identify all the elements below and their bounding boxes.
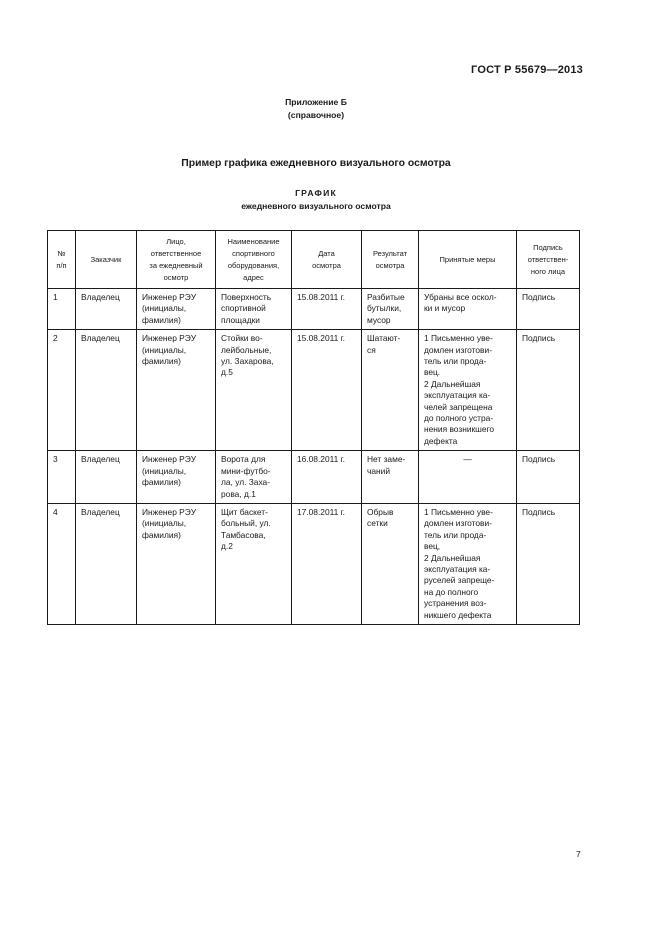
cell-responsible: Инженер РЭУ (инициалы, фамилия) xyxy=(137,503,216,624)
cell-number: 2 xyxy=(48,330,76,451)
cell-number: 1 xyxy=(48,289,76,330)
cell-number: 4 xyxy=(48,503,76,624)
cell-date: 16.08.2011 г. xyxy=(292,451,362,504)
cell-equipment: Щит баскет- больный, ул. Тамбасова, д.2 xyxy=(216,503,292,624)
cell-signature: Подпись xyxy=(517,503,580,624)
cell-date: 17.08.2011 г. xyxy=(292,503,362,624)
schedule-title-main: ГРАФИК xyxy=(295,188,337,198)
table-row xyxy=(48,330,580,451)
cell-equipment: Ворота для мини-футбо- ла, ул. Заха- рова, д.1 xyxy=(216,451,292,504)
inspection-schedule-table xyxy=(47,230,580,625)
cell-signature: Подпись xyxy=(517,289,580,330)
appendix-heading xyxy=(0,96,632,122)
cell-measures: — xyxy=(419,451,517,504)
table-row xyxy=(48,451,580,504)
cell-customer: Владелец xyxy=(76,451,137,504)
column-header-result: Результат осмотра xyxy=(362,231,419,289)
schedule-title xyxy=(0,187,632,212)
cell-date: 15.08.2011 г. xyxy=(292,330,362,451)
table-row xyxy=(48,503,580,624)
cell-equipment: Стойки во- лейбольные, ул. Захарова, д.5 xyxy=(216,330,292,451)
cell-customer: Владелец xyxy=(76,330,137,451)
column-header-measures: Принятые меры xyxy=(419,231,517,289)
cell-result: Разбитые бутылки, мусор xyxy=(362,289,419,330)
cell-measures: 1 Письменно уве- домлен изготови- тель или прода- вец, 2 Дальнейшая эксплуатация ка- руселей запреще- на до полного устранения воз- никшего дефекта xyxy=(419,503,517,624)
column-header-responsible: Лицо, ответственное за ежедневный осмотр xyxy=(137,231,216,289)
schedule-title-sub: ежедневного визуального осмотра xyxy=(241,200,391,211)
cell-signature: Подпись xyxy=(517,451,580,504)
cell-signature: Подпись xyxy=(517,330,580,451)
cell-customer: Владелец xyxy=(76,289,137,330)
cell-equipment: Поверхность спортивной площадки xyxy=(216,289,292,330)
cell-measures: Убраны все оскол- ки и мусор xyxy=(419,289,517,330)
example-title: Пример графика ежедневного визуального осмотра xyxy=(181,158,451,169)
page-number: 7 xyxy=(576,849,581,859)
column-header-number: № п/п xyxy=(48,231,76,289)
column-header-date: Дата осмотра xyxy=(292,231,362,289)
standard-number: ГОСТ Р 55679—2013 xyxy=(471,64,583,76)
appendix-title: Приложение Б xyxy=(285,97,347,107)
column-header-equipment: Наименование спортивного оборудования, адрес xyxy=(216,231,292,289)
cell-result: Нет заме- чаний xyxy=(362,451,419,504)
column-header-signature: Подпись ответствен- ного лица xyxy=(517,231,580,289)
cell-customer: Владелец xyxy=(76,503,137,624)
table-header-row xyxy=(48,231,580,289)
column-header-customer: Заказчик xyxy=(76,231,137,289)
table-row xyxy=(48,289,580,330)
cell-number: 3 xyxy=(48,451,76,504)
cell-measures: 1 Письменно уве- домлен изготови- тель или прода- вец. 2 Дальнейшая эксплуатация ка- челей запрещена до полного устра- нения возникшего дефекта xyxy=(419,330,517,451)
cell-result: Шатают- ся xyxy=(362,330,419,451)
cell-responsible: Инженер РЭУ (инициалы, фамилия) xyxy=(137,289,216,330)
appendix-type: (справочное) xyxy=(287,110,345,120)
cell-responsible: Инженер РЭУ (инициалы, фамилия) xyxy=(137,330,216,451)
cell-responsible: Инженер РЭУ (инициалы, фамилия) xyxy=(137,451,216,504)
cell-date: 15.08.2011 г. xyxy=(292,289,362,330)
cell-result: Обрыв сетки xyxy=(362,503,419,624)
